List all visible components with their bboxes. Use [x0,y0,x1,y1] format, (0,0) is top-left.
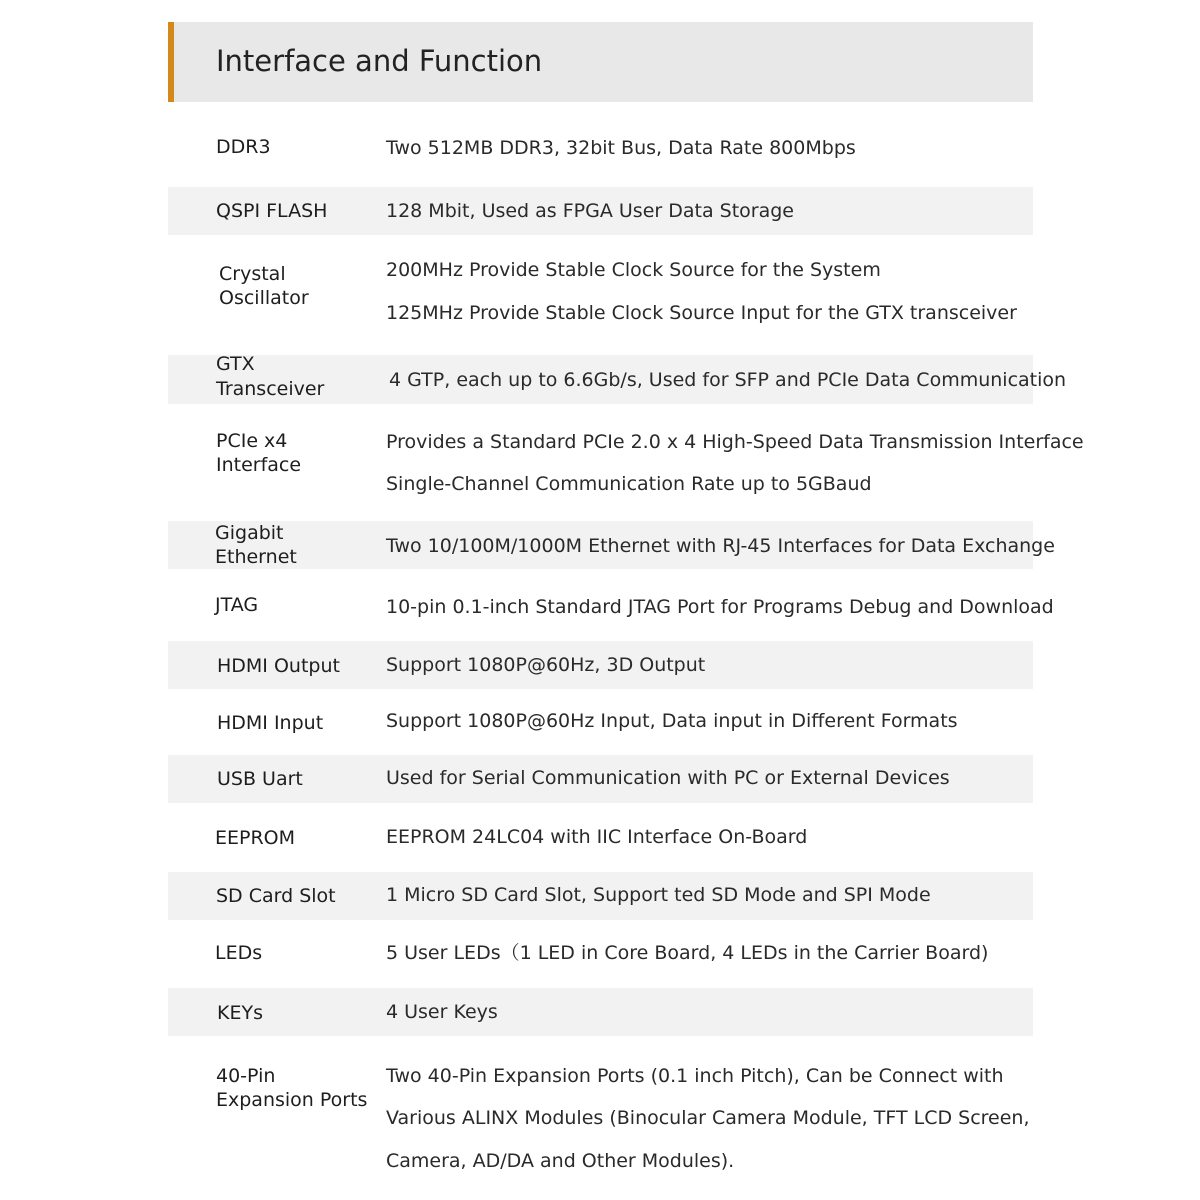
spec-desc-hdmi-output: Support 1080P@60Hz, 3D Output [386,654,706,676]
spec-label-keys: KEYs [217,1002,263,1024]
spec-label-hdmi-output: HDMI Output [217,655,340,677]
spec-desc-expansion-line1: Two 40-Pin Expansion Ports (0.1 inch Pitch), Can be Connect with [386,1065,1004,1087]
header-accent-bar [168,22,174,102]
spec-label-pcie-line2: Interface [216,454,302,476]
spec-desc-jtag: 10-pin 0.1-inch Standard JTAG Port for Programs Debug and Download [386,596,1054,618]
spec-label-crystal-line2: Oscillator [219,287,309,309]
spec-label-pcie-line1: PCIe x4 [216,430,288,452]
spec-label-jtag: JTAG [215,594,259,616]
spec-desc-ethernet: Two 10/100M/1000M Ethernet with RJ-45 Interfaces for Data Exchange [386,535,1055,557]
spec-label-eeprom: EEPROM [215,827,296,849]
spec-label-gtx-line2: Transceiver [216,378,325,400]
spec-label-expansion-line1: 40-Pin [216,1065,276,1087]
spec-label-leds: LEDs [215,942,263,964]
spec-desc-expansion-line3: Camera, AD/DA and Other Modules). [386,1150,735,1172]
spec-desc-ddr3: Two 512MB DDR3, 32bit Bus, Data Rate 800Mbps [386,137,856,159]
spec-label-ethernet-line2: Ethernet [215,546,297,568]
spec-label-qspi-flash: QSPI FLASH [216,200,328,222]
spec-label-ddr3: DDR3 [216,136,271,158]
spec-desc-leds: 5 User LEDs（1 LED in Core Board, 4 LEDs in the Carrier Board) [386,942,989,964]
row-background-keys [168,988,1033,1036]
spec-label-usb-uart: USB Uart [217,768,303,790]
spec-desc-qspi-flash: 128 Mbit, Used as FPGA User Data Storage [386,200,794,222]
spec-label-expansion-line2: Expansion Ports [216,1089,368,1111]
spec-desc-eeprom: EEPROM 24LC04 with IIC Interface On-Board [386,826,808,848]
spec-desc-hdmi-input: Support 1080P@60Hz Input, Data input in Different Formats [386,710,958,732]
spec-desc-usb-uart: Used for Serial Communication with PC or External Devices [386,767,950,789]
page-title: Interface and Function [216,44,543,78]
spec-label-ethernet-line1: Gigabit [215,522,284,544]
spec-desc-expansion-line2: Various ALINX Modules (Binocular Camera Module, TFT LCD Screen, [386,1107,1030,1129]
spec-desc-pcie-line2: Single-Channel Communication Rate up to 5GBaud [386,473,872,495]
spec-desc-crystal-line2: 125MHz Provide Stable Clock Source Input for the GTX transceiver [386,302,1017,324]
spec-desc-pcie-line1: Provides a Standard PCIe 2.0 x 4 High-Speed Data Transmission Interface [386,431,1084,453]
spec-desc-crystal-line1: 200MHz Provide Stable Clock Source for the System [386,259,881,281]
spec-label-hdmi-input: HDMI Input [217,712,324,734]
spec-desc-gtx: 4 GTP, each up to 6.6Gb/s, Used for SFP and PCIe Data Communication [389,369,1067,391]
spec-label-crystal-line1: Crystal [219,263,286,285]
spec-label-sd-card-slot: SD Card Slot [216,885,336,907]
spec-desc-sd-card-slot: 1 Micro SD Card Slot, Support ted SD Mode and SPI Mode [386,884,931,906]
section-header [168,22,1033,102]
spec-label-gtx-line1: GTX [216,353,255,375]
spec-desc-keys: 4 User Keys [386,1001,498,1023]
